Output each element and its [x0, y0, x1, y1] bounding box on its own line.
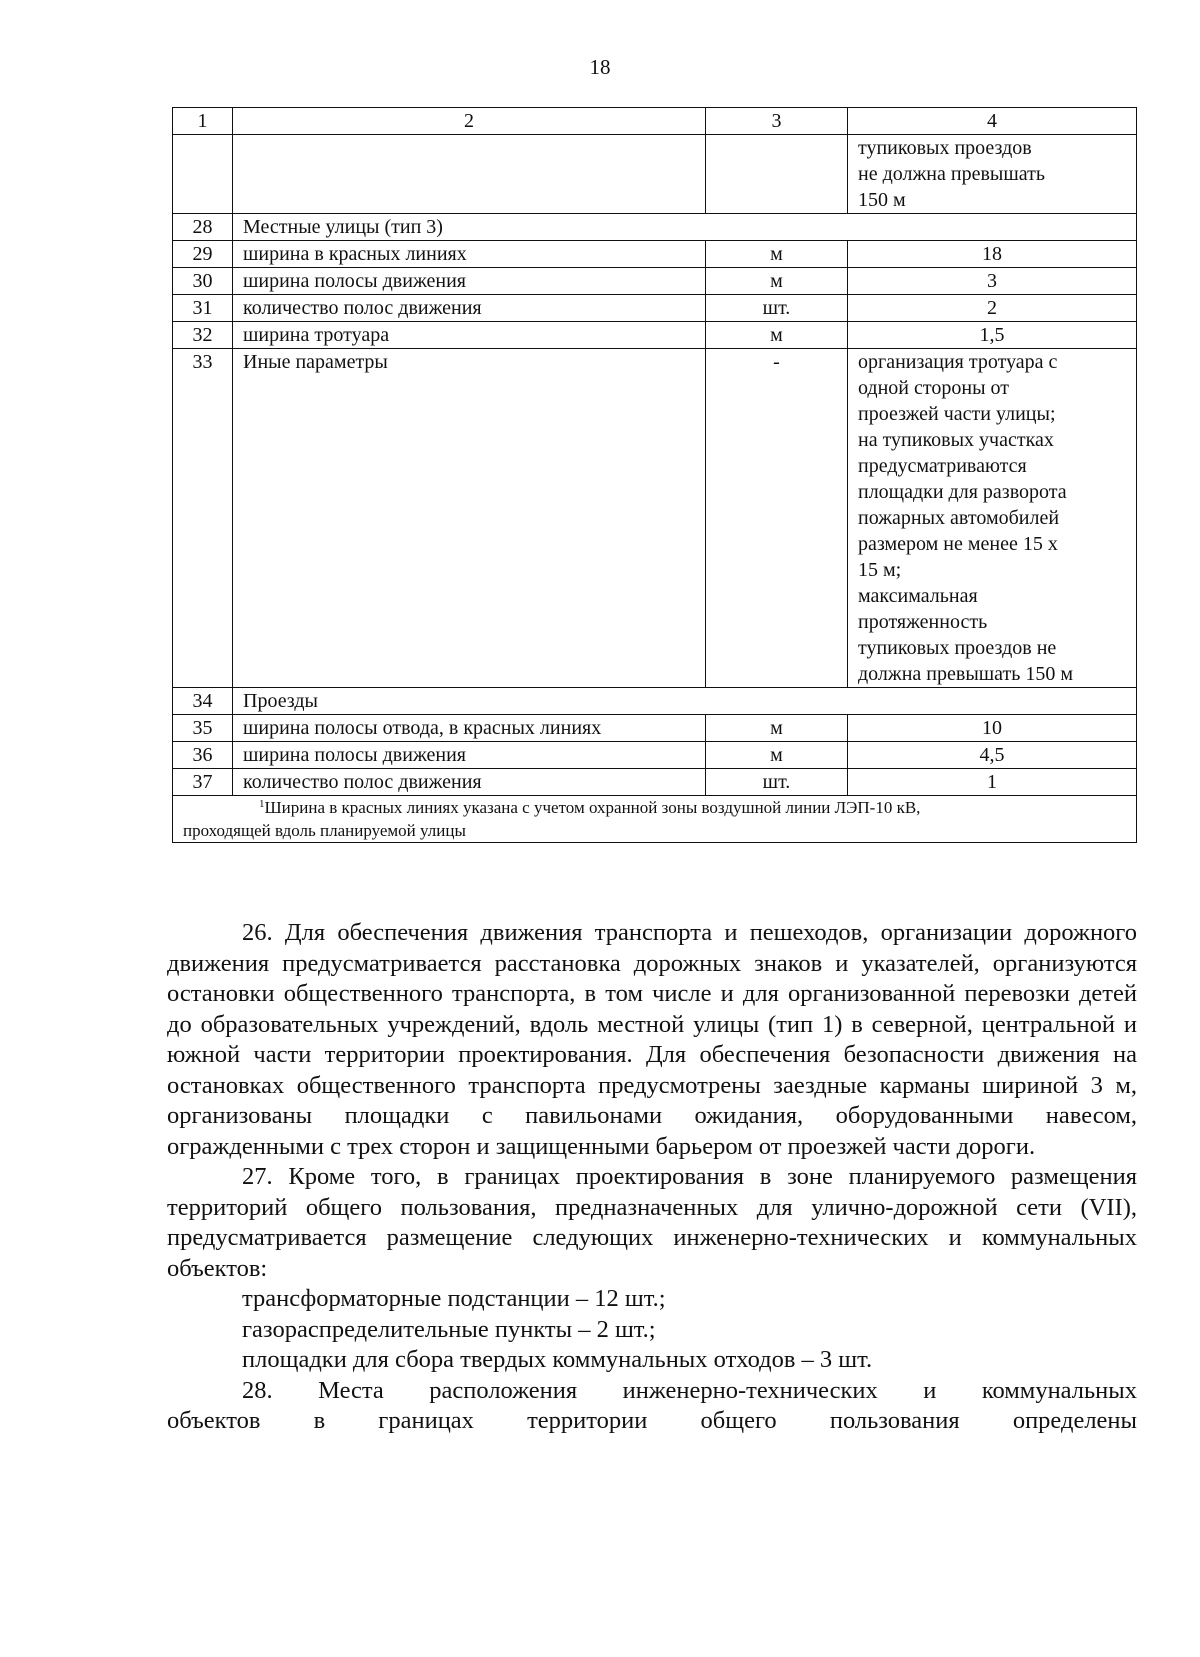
row-number: 33: [173, 349, 233, 688]
row-number: 31: [173, 295, 233, 322]
value-cell: 1,5: [848, 322, 1137, 349]
header-cell: 2: [233, 108, 706, 135]
body-text: [167, 918, 1137, 1437]
row-number: 34: [173, 688, 233, 715]
paragraph-28-line-1: 28. Места расположения инженерно-технических и коммунальных: [242, 1376, 1137, 1404]
list-item: газораспределительные пункты – 2 шт.;: [242, 1315, 656, 1343]
param-cell: ширина полосы движения: [233, 742, 706, 769]
param-cell: количество полос движения: [233, 769, 706, 796]
header-cell: 1: [173, 108, 233, 135]
table-row: [173, 769, 1137, 796]
value-cell: тупиковых проездов не должна превышать 150 м: [848, 135, 1137, 214]
param-cell: ширина полосы движения: [233, 268, 706, 295]
footnote-mark: 1: [259, 798, 265, 810]
parameters-table: [172, 107, 1137, 843]
unit-cell: шт.: [706, 769, 848, 796]
list-item: трансформаторные подстанции – 12 шт.;: [242, 1285, 666, 1312]
paragraph-26: 26. Для обеспечения движения транспорта и пешеходов, организации дорожного движения предусматривается расстановка дорожных знаков и указателей, организуются остановки общественного транспорта, в том числе и для организованной перевозки детей до образовательных учреждений, вдоль местной улицы (тип 1) в северной, центральной и южной части территории проектирования. Для обеспечения безопасности движения на остановках общественного транспорта предусмотрены заездные карманы шириной 3 м, организованы площадки с павильонами ожидания, оборудованными навесом, огражденными с трех сторон и защищенными барьером от проезжей части дороги.: [167, 919, 1137, 1160]
table-row: [173, 322, 1137, 349]
row-number: 30: [173, 268, 233, 295]
unit-cell: м: [706, 241, 848, 268]
table-footnote: [173, 796, 1137, 843]
unit-cell: м: [706, 268, 848, 295]
header-cell: 4: [848, 108, 1137, 135]
table-row: [173, 214, 1137, 241]
paragraph-27: 27. Кроме того, в границах проектирования в зоне планируемого размещения территорий общего пользования, предназначенных для улично-дорожной сети (VII), предусматривается размещение следующих инженерно-технических и коммунальных объектов:: [167, 1163, 1137, 1282]
value-cell: 3: [848, 268, 1137, 295]
unit-cell: м: [706, 322, 848, 349]
table-row: [173, 349, 1137, 688]
value-cell: 10: [848, 715, 1137, 742]
row-number: 37: [173, 769, 233, 796]
list-item: площадки для сбора твердых коммунальных отходов – 3 шт.: [242, 1346, 873, 1373]
table-header-row: [173, 108, 1137, 135]
value-cell: 4,5: [848, 742, 1137, 769]
row-number: 28: [173, 214, 233, 241]
row-number: 35: [173, 715, 233, 742]
value-cell: организация тротуара с одной стороны от проезжей части улицы; на тупиковых участках предусматриваются площадки для разворота пожарных автомобилей размером не менее 15 х 15 м; максимальная протяженность тупиковых проездов не должна превышать 150 м: [848, 349, 1137, 688]
param-cell: ширина в красных линиях: [233, 241, 706, 268]
param-cell: ширина полосы отвода, в красных линиях: [233, 715, 706, 742]
table-row: [173, 268, 1137, 295]
footnote-line-1: Ширина в красных линиях указана с учетом охранной зоны воздушной линии ЛЭП-10 кВ,: [264, 798, 921, 817]
value-cell: 18: [848, 241, 1137, 268]
unit-cell: м: [706, 715, 848, 742]
param-cell: Иные параметры: [233, 349, 706, 688]
table-row: [173, 715, 1137, 742]
table-row: [173, 742, 1137, 769]
param-cell: количество полос движения: [233, 295, 706, 322]
section-heading: Проезды: [233, 688, 1137, 715]
unit-cell: шт.: [706, 295, 848, 322]
table-footnote-row: [173, 796, 1137, 843]
paragraph-28-line-2: объектов в границах территории общего пользования определены: [167, 1407, 1137, 1434]
row-number: 32: [173, 322, 233, 349]
section-heading: Местные улицы (тип 3): [233, 214, 1137, 241]
unit-cell: -: [706, 349, 848, 688]
row-number: 29: [173, 241, 233, 268]
page-number: 18: [589, 55, 611, 79]
table-row: [173, 295, 1137, 322]
table-row-continuation: [173, 135, 1137, 214]
footnote-line-2: проходящей вдоль планируемой улицы: [183, 821, 466, 840]
value-cell: 1: [848, 769, 1137, 796]
value-cell: 2: [848, 295, 1137, 322]
table-row: [173, 241, 1137, 268]
row-number: 36: [173, 742, 233, 769]
param-cell: ширина тротуара: [233, 322, 706, 349]
header-cell: 3: [706, 108, 848, 135]
table-row: [173, 688, 1137, 715]
unit-cell: м: [706, 742, 848, 769]
